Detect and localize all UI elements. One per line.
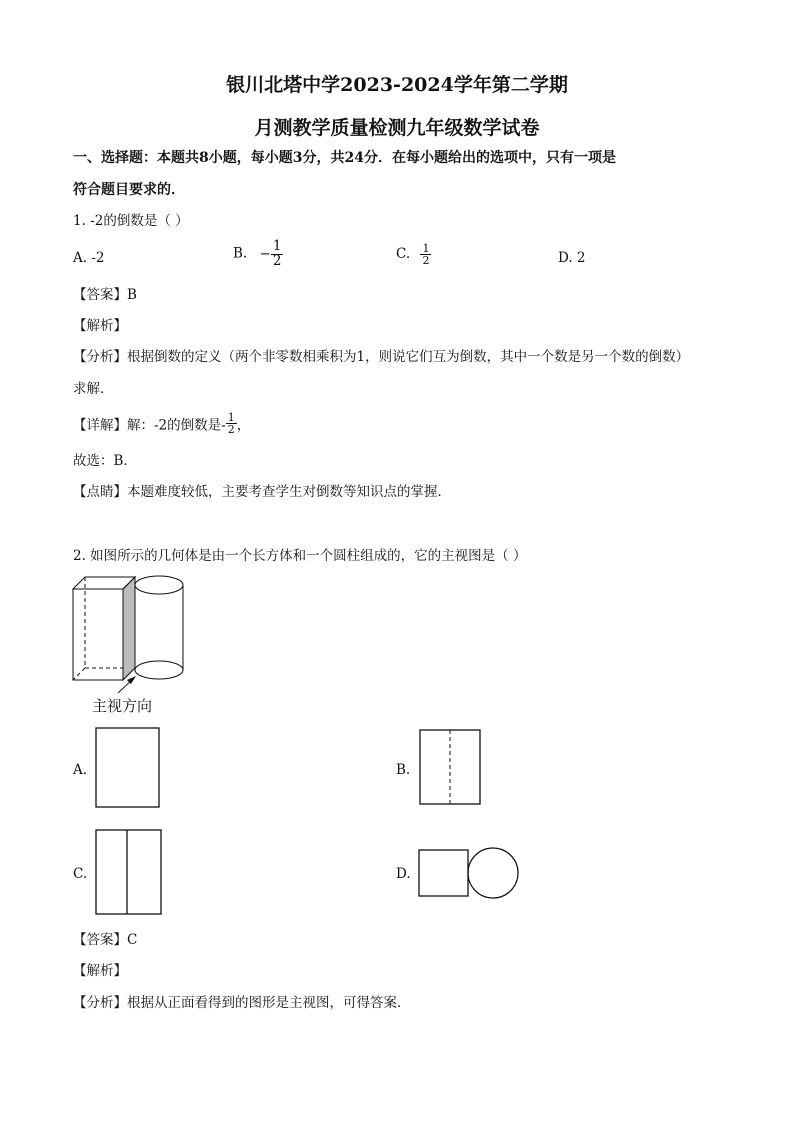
q1-option-b-denominator: 2	[272, 252, 282, 269]
q1-choose: 故选：B．	[73, 453, 137, 469]
q2-option-c-figure	[95, 829, 163, 916]
q1-analysis-heading: 【解析】	[73, 318, 127, 334]
q1-option-b-label: B.	[233, 245, 248, 262]
q1-detail-fraction	[226, 412, 237, 435]
q1-analysis-line1: 【分析】根据倒数的定义（两个非零数相乘积为1，则说它们互为倒数，其中一个数是另一个数的倒数）	[73, 349, 690, 365]
q1-stem: 1. -2的倒数是（ ）	[73, 213, 189, 229]
q2-answer: 【答案】C	[73, 932, 138, 948]
q2-option-a-figure	[95, 727, 161, 809]
q2-option-b-label: B.	[396, 762, 411, 778]
q1-detail-comma: ，	[236, 417, 251, 434]
q1-detail-text: 【详解】解：-2的倒数是-	[73, 417, 226, 434]
q1-option-b-fraction	[271, 240, 284, 268]
q2-stem: 2. 如图所示的几何体是由一个长方体和一个圆柱组成的，它的主视图是（ ）	[73, 548, 527, 564]
q1-detail-denominator: 2	[227, 423, 235, 436]
q2-option-a-label: A.	[73, 762, 88, 778]
q1-option-b-numerator: 1	[272, 238, 282, 254]
section-intro-line2: 符合题目要求的．	[73, 182, 185, 198]
q2-solid-figure	[68, 572, 193, 690]
q1-option-b-sign: −	[259, 246, 271, 262]
q1-remark: 【点睛】本题难度较低，主要考查学生对倒数等知识点的掌握．	[73, 484, 451, 500]
exam-title-line1: 银川北塔中学2023-2024学年第二学期	[226, 74, 568, 96]
q2-option-c-label: C.	[73, 866, 88, 882]
q2-option-b-figure	[419, 729, 482, 806]
q2-option-d-label: D.	[396, 866, 411, 882]
q2-analysis-line: 【分析】根据从正面看得到的图形是主视图，可得答案．	[73, 995, 411, 1011]
q1-analysis-line2: 求解．	[73, 381, 114, 397]
q1-option-d: D. 2	[558, 250, 586, 266]
q2-analysis-heading: 【解析】	[73, 963, 127, 979]
q1-detail	[73, 412, 250, 435]
q1-option-c	[396, 243, 431, 266]
q1-option-c-fraction	[420, 243, 431, 266]
q1-option-c-label: C.	[396, 246, 411, 262]
q1-option-a: A. -2	[73, 250, 105, 266]
exam-title-line2: 月测教学质量检测九年级数学试卷	[254, 117, 540, 139]
section-intro-line1: 一、选择题：本题共8小题，每小题3分，共24分．在每小题给出的选项中，只有一项是	[73, 150, 616, 166]
q2-direction-label: 主视方向	[92, 697, 153, 715]
q1-answer: 【答案】B	[73, 287, 137, 303]
q1-option-c-denominator: 2	[422, 254, 430, 267]
q1-detail-numerator: 1	[227, 411, 235, 424]
q2-option-d-figure	[418, 847, 522, 899]
q1-option-b	[233, 240, 283, 268]
q1-option-c-numerator: 1	[422, 242, 430, 255]
